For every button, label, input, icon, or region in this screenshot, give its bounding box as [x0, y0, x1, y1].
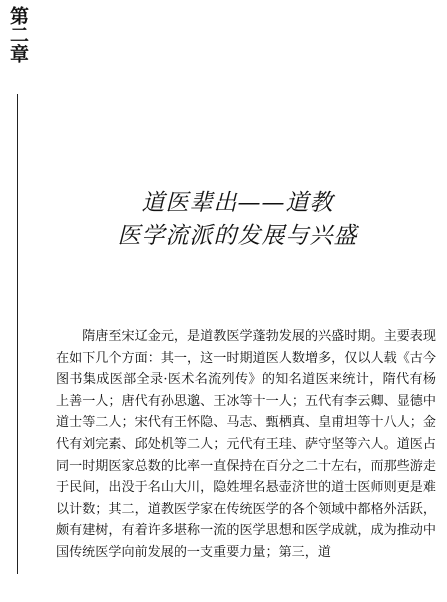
chapter-label: 第二章 [7, 6, 29, 63]
chapter-rule [17, 94, 18, 574]
body-paragraph: 隋唐至宋辽金元，是道教医学蓬勃发展的兴盛时期。主要表现在如下几个方面：其一，这一时期道医人数增多，仅以人载《古今图书集成医部全录·医术名流列传》的知名道医来统计，隋代有杨上善一人；唐代有孙思邈、王冰等十一人；五代有李云卿、显德中道士等二人；宋代有王怀隐、马志、甄栖真、皇甫坦等十八人；金代有刘完素、邱处机等二人；元代有王珪、萨守坚等六人。道医占同一时期医家总数的比率一直保持在百分之二十左右，而那些游走于民间，出没于名山大川，隐姓埋名悬壶济世的道士医师则更是难以计数；其二，道教医学家在传统医学的各个领域中都格外活跃，颇有建树，有着许多堪称一流的医学思想和医学成就，成为推动中国传统医学向前发展的一支重要力量；第三，道 [56, 329, 436, 560]
chapter-title-line-1: 道医辈出——道教 [141, 190, 334, 216]
chapter-marker [5, 6, 31, 63]
chapter-title-line-2: 医学流派的发展与兴盛 [117, 223, 358, 249]
